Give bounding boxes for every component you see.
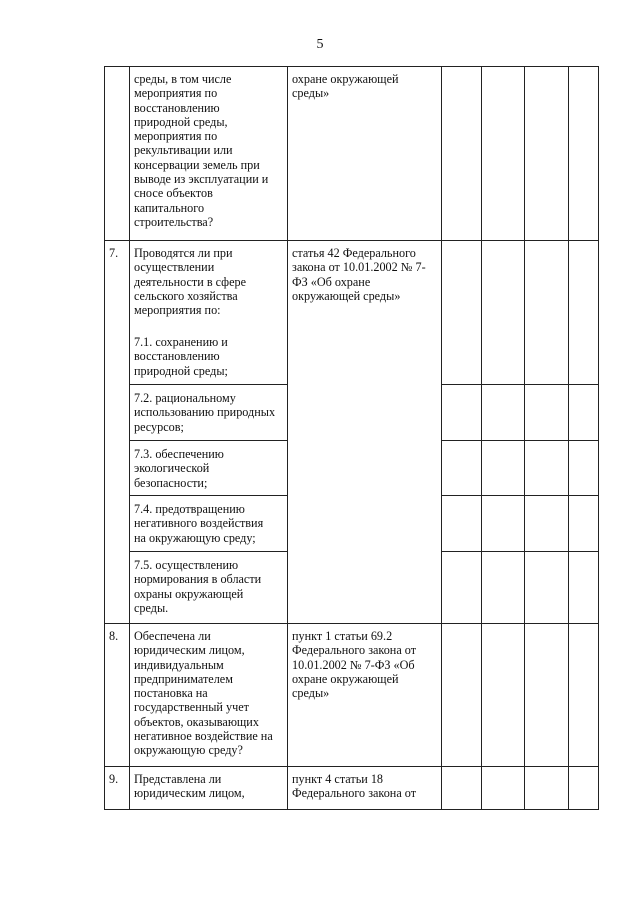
row-divider [104,240,599,241]
legal-basis-cell: пункт 1 статьи 69.2 Федерального закона от 10.01.2002 № 7-ФЗ «Об охране окружающей среды» [292,629,417,701]
column-divider [568,66,569,810]
subrow-divider [441,440,599,441]
column-divider [524,66,525,810]
subitem-cell: 7.4. предотвращению негативного воздействия на окружающую среду; [134,502,264,545]
table-border-left [104,66,105,810]
subrow-divider [129,384,288,385]
row-number: 7. [109,246,119,260]
subrow-divider [129,495,288,496]
subrow-divider [129,551,288,552]
column-divider [129,66,130,810]
subrow-divider [129,440,288,441]
question-cell: Представлена ли юридическим лицом, [134,772,245,801]
question-cell: среды, в том числе мероприятия по восстановлению природной среды, мероприятия по рекультивации или консервации земель при выводе из эксплуатации и сносе объектов капитального строительства? [134,72,269,229]
subrow-divider [441,495,599,496]
subrow-divider [441,551,599,552]
table-border-right [598,66,599,810]
subitem-cell: 7.2. рациональному использованию природных ресурсов; [134,391,276,434]
legal-basis-cell: охране окружающей среды» [292,72,399,101]
subitem-cell: 7.5. осуществлению нормирования в области охраны окружающей среды. [134,558,262,615]
legal-basis-cell: пункт 4 статьи 18 Федерального закона от [292,772,417,801]
question-cell: Обеспечена ли юридическим лицом, индивидуальным предпринимателем постановка на государственный учет объектов, оказывающих негативное воздействие на окружающую среду? [134,629,273,758]
legal-basis-cell: статья 42 Федерального закона от 10.01.2002 № 7- ФЗ «Об охране окружающей среды» [292,246,426,303]
subrow-divider [441,384,599,385]
row-number: 8. [109,629,119,643]
table-border-bottom [104,809,599,810]
row-divider [104,623,599,624]
column-divider [287,66,288,810]
page-number: 5 [316,37,324,52]
column-divider [481,66,482,810]
row-number: 9. [109,772,119,786]
table-border-top [104,66,599,67]
subitem-cell: 7.1. сохранению и восстановлению природной среды; [134,335,228,378]
column-divider [441,66,442,810]
question-cell: Проводятся ли при осуществлении деятельности в сфере сельского хозяйства мероприятия по: [134,246,246,318]
row-divider [104,766,599,767]
subitem-cell: 7.3. обеспечению экологической безопасности; [134,447,224,490]
